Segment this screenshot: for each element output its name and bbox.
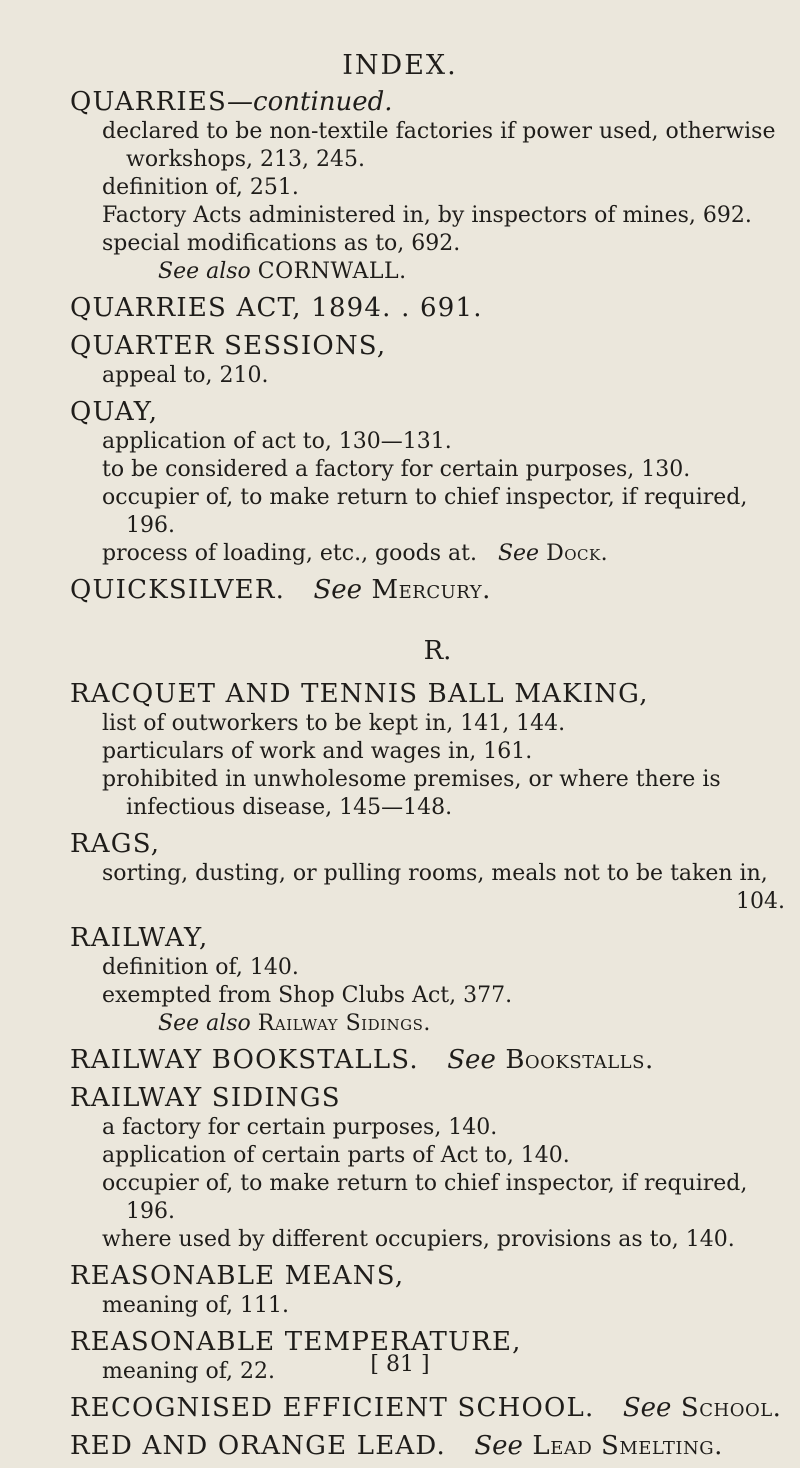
entry-reasonable-means <box>70 1260 785 1320</box>
section-letter: R. <box>423 636 452 666</box>
page-reference: 104. <box>736 889 785 914</box>
entry-subheading: application of act to, 130—131. <box>102 429 452 454</box>
see-reference: Bookstalls. <box>505 1045 654 1075</box>
entry-railway-sidings <box>70 1082 785 1254</box>
entry-continued: —continued. <box>227 87 393 117</box>
entry-heading: RECOGNISED EFFICIENT SCHOOL. <box>70 1393 595 1423</box>
entry-heading: RAGS, <box>70 829 161 859</box>
entry-quay <box>70 396 785 568</box>
entry-subheading: appeal to, 210. <box>102 363 269 388</box>
entry-heading: RAILWAY SIDINGS <box>70 1083 341 1113</box>
entry-heading: QUAY, <box>70 397 159 427</box>
entry-heading: QUARTER SESSIONS, <box>70 331 387 361</box>
entry-railway-bookstalls: RAILWAY BOOKSTALLS. See Bookstalls. <box>70 1045 654 1075</box>
see-reference: Lead Smelting. <box>532 1431 723 1461</box>
see-also-reference: See also Railway Sidings. <box>158 1011 431 1036</box>
entry-subheading: special modifications as to, 692. <box>102 231 461 256</box>
entry-quarries <box>70 86 785 286</box>
see-reference: School. <box>680 1393 782 1423</box>
running-head: INDEX. <box>342 50 458 81</box>
entry-subheading: declared to be non-textile factories if power used, otherwise workshops, 213, 245. <box>102 119 776 172</box>
entry-quicksilver: QUICKSILVER. See Mercury. <box>70 575 491 605</box>
entry-subheading: where used by different occupiers, provisions as to, 140. <box>102 1227 735 1252</box>
entry-subheading: particulars of work and wages in, 161. <box>102 739 533 764</box>
entry-subheading: occupier of, to make return to chief inspector, if required, 196. <box>102 1171 748 1224</box>
entry-subheading: to be considered a factory for certain purposes, 130. <box>102 457 691 482</box>
entry-heading: QUARRIES <box>70 87 228 117</box>
entry-heading: REASONABLE TEMPERATURE, <box>70 1327 522 1357</box>
entry-heading: RAILWAY, <box>70 923 209 953</box>
entry-subheading: application of certain parts of Act to, 140. <box>102 1143 570 1168</box>
index-entries <box>70 86 785 1468</box>
entry-red-orange-lead: RED AND ORANGE LEAD. See Lead Smelting. <box>70 1431 723 1461</box>
entry-quarries-act <box>70 292 785 324</box>
entry-subheading: sorting, dusting, or pulling rooms, meals not to be taken in, 104. <box>102 861 785 914</box>
see-reference: Mercury. <box>371 575 491 605</box>
entry-subheading: exempted from Shop Clubs Act, 377. <box>102 983 513 1008</box>
entry-heading: QUARRIES ACT, 1894. . 691. <box>70 293 483 323</box>
entry-railway <box>70 922 785 1038</box>
entry-subheading: definition of, 251. <box>102 175 299 200</box>
entry-heading: RED AND ORANGE LEAD. <box>70 1431 446 1461</box>
entry-heading: RAILWAY BOOKSTALLS. <box>70 1045 419 1075</box>
entry-heading: RACQUET AND TENNIS BALL MAKING, <box>70 679 649 709</box>
entry-subheading: process of loading, etc., goods at. See Dock. <box>102 541 609 566</box>
entry-quarter-sessions <box>70 330 785 390</box>
entry-subheading: meaning of, 111. <box>102 1293 290 1318</box>
entry-racquet <box>70 678 785 822</box>
entry-subheading: prohibited in unwholesome premises, or where there is infectious disease, 145—148. <box>102 767 721 820</box>
entry-subheading: occupier of, to make return to chief inspector, if required, 196. <box>102 485 748 538</box>
entry-recognised-school: RECOGNISED EFFICIENT SCHOOL. See School. <box>70 1393 782 1423</box>
entry-subheading: Factory Acts administered in, by inspectors of mines, 692. <box>102 203 752 228</box>
entry-subheading: list of outworkers to be kept in, 141, 144. <box>102 711 566 736</box>
entry-subheading: a factory for certain purposes, 140. <box>102 1115 498 1140</box>
page-number: [ 81 ] <box>370 1352 430 1377</box>
entry-heading: QUICKSILVER. <box>70 575 286 605</box>
entry-subheading: meaning of, 22. <box>102 1359 276 1384</box>
entry-rags <box>70 828 785 916</box>
see-also-reference: See also CORNWALL. <box>158 259 407 284</box>
entry-subheading: definition of, 140. <box>102 955 299 980</box>
entry-heading: REASONABLE MEANS, <box>70 1261 405 1291</box>
